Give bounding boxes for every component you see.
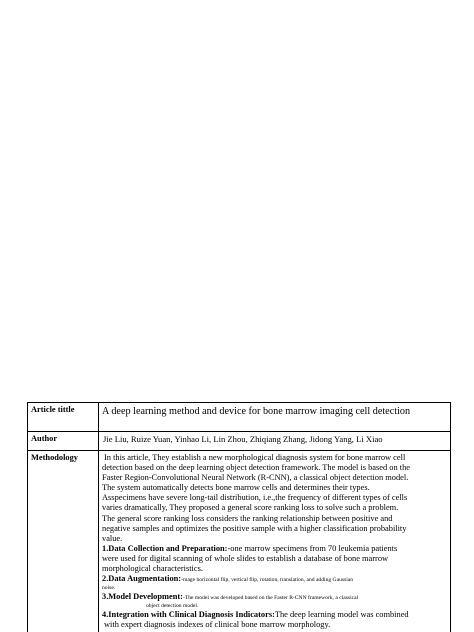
article-title-value: A deep learning method and device for bone marrow imaging cell detection <box>102 406 411 417</box>
intro-line: Faster Region-Convolutional Neural Network (R-CNN), a classical object detection model. <box>102 473 409 483</box>
step-line <box>102 574 447 584</box>
methodology-step-2 <box>102 574 447 592</box>
methodology-step-3 <box>102 592 447 610</box>
step-line: were used for digital scanning of whole slides to establish a database of bone marrow <box>102 553 389 563</box>
article-summary-table <box>27 402 451 632</box>
table-row-methodology <box>28 451 451 632</box>
step-3-text: -The model was developed based on the Faster R-CNN framework, a classical <box>182 595 359 602</box>
step-line: with expert diagnosis indexes of clinical bone marrow morphology. <box>104 620 331 630</box>
author-value: Jie Liu, Ruize Yuan, Yinhao Li, Lin Zhou, Zhiqiang Zhang, Jidong Yang, Li Xiao <box>103 434 383 444</box>
article-title-label: Article tittle <box>28 403 99 432</box>
table-row-article-title <box>28 403 451 432</box>
step-line: morphological characteristics. <box>102 564 203 574</box>
methodology-step-4 <box>102 610 447 630</box>
intro-line: Asspecimens have severe long-tail distribution, i.e.,the frequency of different types of cells <box>102 493 408 503</box>
step-1-text: -one marrow specimens from 70 leukemia patients <box>227 543 398 553</box>
methodology-intro <box>102 452 447 544</box>
intro-line: The general score ranking loss considers the ranking relationship between positive and <box>102 513 393 523</box>
step-4-text: The deep learning model was combined <box>274 610 409 620</box>
step-line: object detection model. <box>146 603 199 610</box>
step-line <box>102 610 447 620</box>
step-line: noise. <box>102 585 116 592</box>
intro-line: In this article, They establish a new morphological diagnosis system for bone marrow cell <box>104 453 406 462</box>
intro-line: varies dramatically, They proposed a general score ranking loss to solve such a problem. <box>102 503 399 513</box>
step-line <box>102 544 447 554</box>
intro-line: value. <box>102 533 123 543</box>
intro-line: The system automatically detects bone marrow cells and determines their types. <box>102 483 370 493</box>
author-cell <box>99 432 451 451</box>
methodology-step-1 <box>102 544 447 574</box>
intro-line: negative samples and optimizes the positive sample with a higher classification probability <box>102 523 407 533</box>
table-row-author <box>28 432 451 451</box>
author-label: Author <box>28 432 99 451</box>
step-2-heading: 2.Data Augmentation: <box>102 574 182 584</box>
step-3-heading: 3.Model Development: <box>102 592 183 602</box>
intro-line: detection based on the deep learning object detection framework. The model is based on the <box>102 463 410 473</box>
article-title-cell <box>99 403 451 432</box>
step-1-heading: 1.Data Collection and Preparation: <box>102 543 228 553</box>
methodology-cell <box>99 451 451 632</box>
step-4-heading: 4.Integration with Clinical Diagnosis Indicators: <box>102 610 275 620</box>
methodology-label: Methodology <box>28 451 99 632</box>
step-line <box>102 592 447 602</box>
step-2-text: -mage horizontal flip, vertical flip, rotation, translation, and adding Gaussian <box>181 577 354 584</box>
